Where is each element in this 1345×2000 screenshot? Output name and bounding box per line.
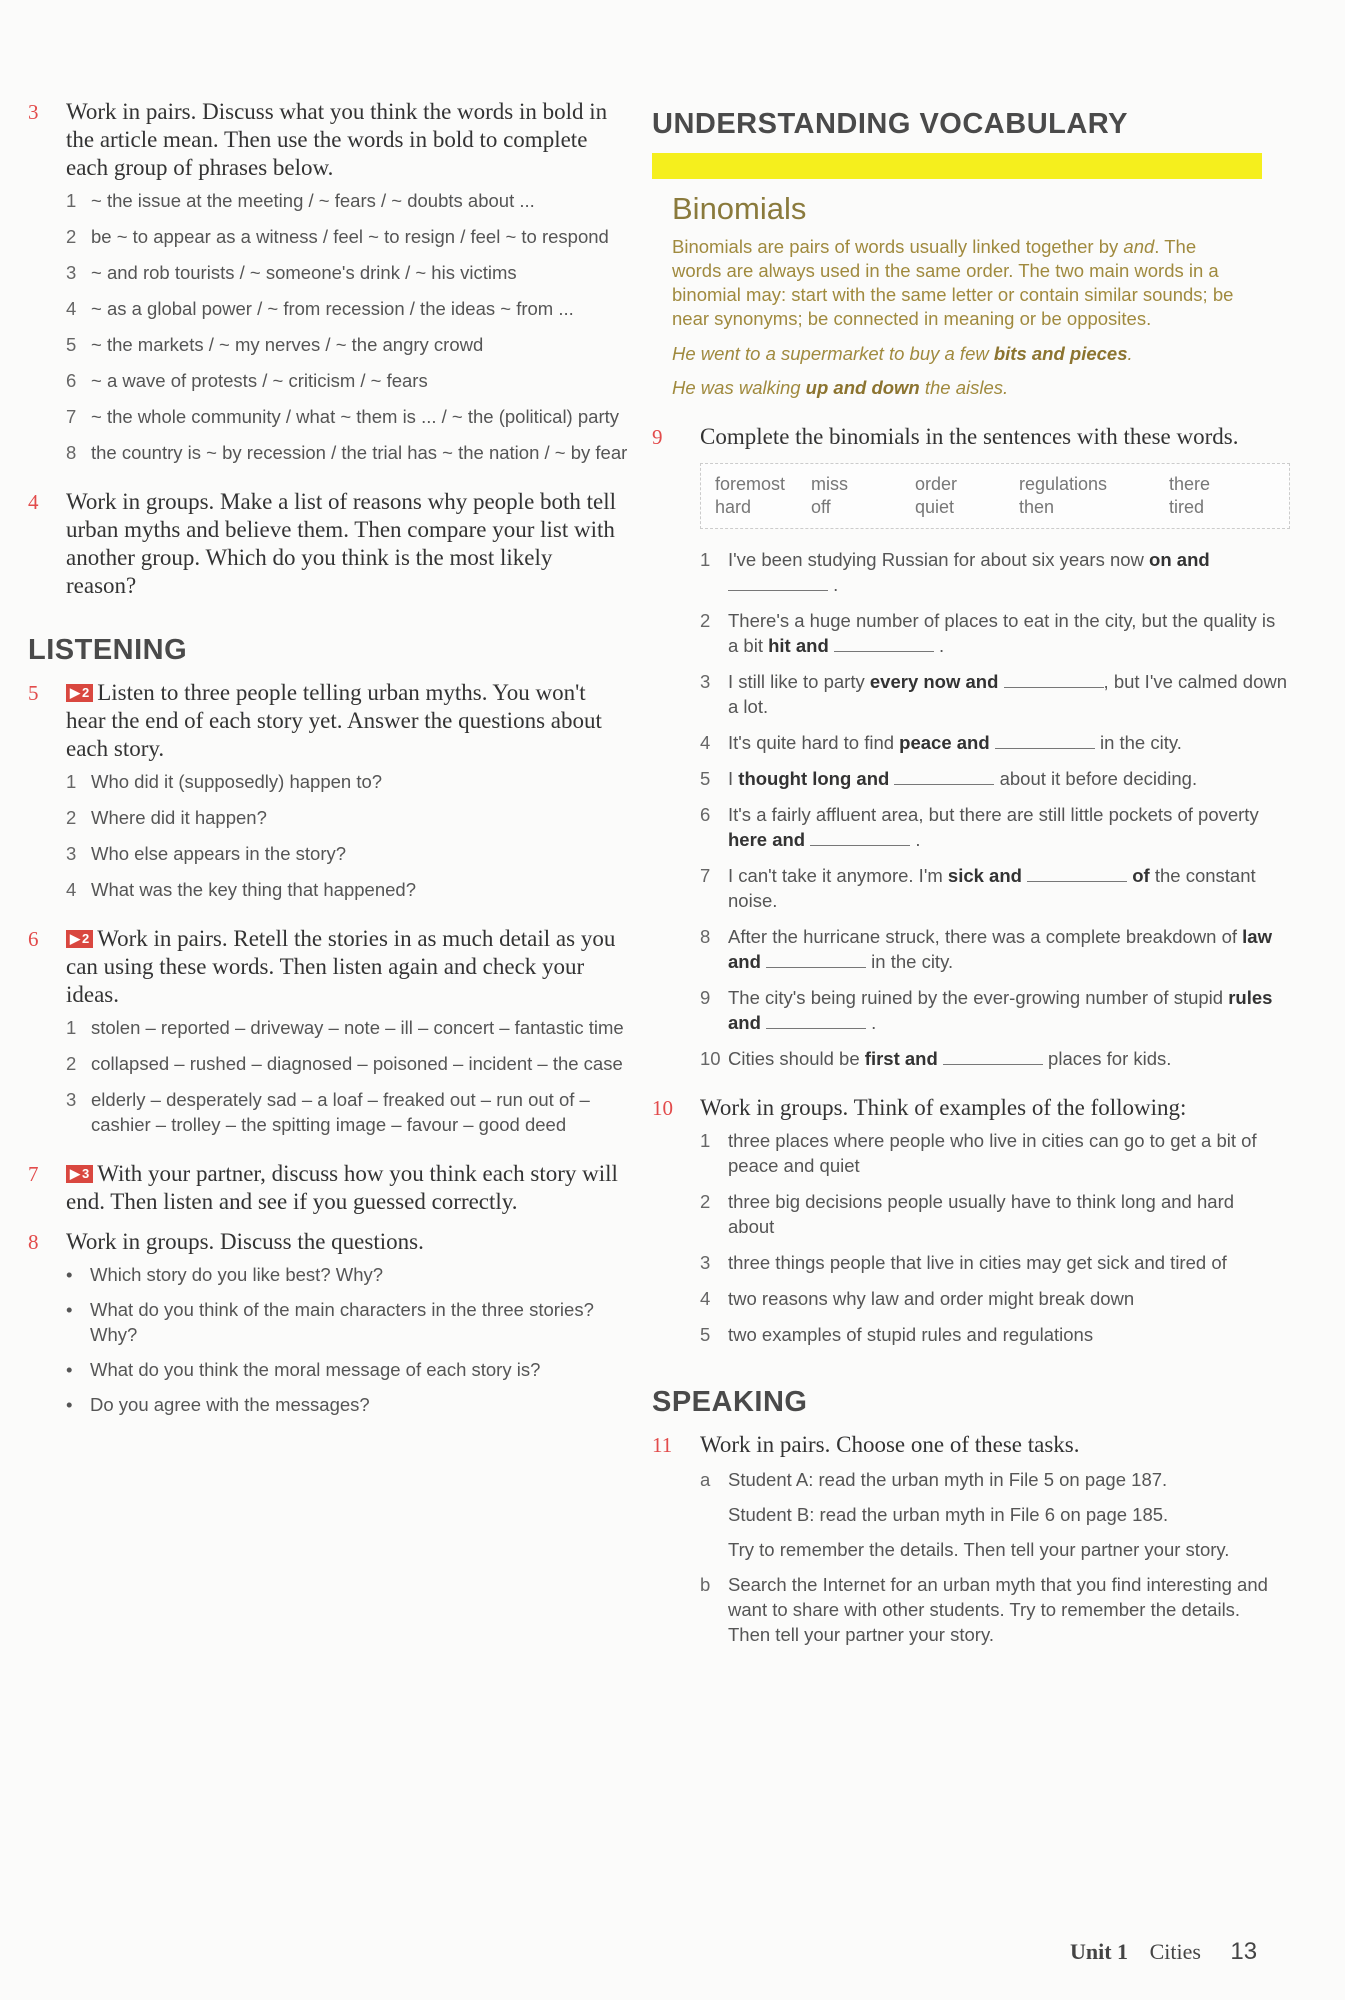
list-item: 5 two examples of stupid rules and regulations [700, 1324, 1094, 1345]
list-item: 8 the country is ~ by recession / the trial has ~ the nation / ~ by fear [66, 442, 628, 463]
phrase-list [66, 188, 628, 465]
list-item: 5 ~ the markets / ~ my nerves / ~ the angry crowd [66, 334, 484, 355]
answer-blank[interactable] [834, 633, 934, 652]
binomials-example: He was walking up and down the aisles. [672, 377, 1009, 398]
list-item: 3 I still like to party every now and , but I've calmed down a lot. [700, 671, 1288, 717]
list-item: 2 collapsed – rushed – diagnosed – poisoned – incident – the case [66, 1053, 623, 1074]
list-item: 4 What was the key thing that happened? [66, 879, 416, 900]
discussion-questions [66, 1262, 628, 1417]
list-item: 4 ~ as a global power / ~ from recession / the ideas ~ from ... [66, 298, 574, 319]
answer-blank[interactable] [894, 766, 994, 785]
exercise-number: 3 [28, 100, 39, 124]
exercise-number: 8 [28, 1230, 39, 1254]
exercise-number: 11 [652, 1433, 673, 1457]
exercise-5 [28, 679, 628, 913]
exercise-instruction: With your partner, discuss how you think each story will end. Then listen and see if you guessed correctly. [66, 1161, 618, 1214]
word: miss [811, 474, 848, 494]
list-item: 10 Cities should be first and places for kids. [700, 1048, 1172, 1069]
exercise-11 [652, 1431, 1282, 1657]
task-options [700, 1467, 1282, 1647]
word-box [700, 463, 1290, 529]
list-item: 1 three places where people who live in cities can go to get a bit of peace and quiet [700, 1130, 1257, 1176]
list-item: • What do you think the moral message of each story is? [66, 1359, 541, 1380]
exercise-4 [28, 488, 628, 600]
exercise-number: 4 [28, 490, 39, 514]
list-item: 5 I thought long and about it before deciding. [700, 768, 1198, 789]
exercise-instruction: Work in pairs. Discuss what you think the words in bold in the article mean. Then use the words in bold to complete each group of phrases below. [66, 99, 608, 180]
page-number: 13 [1230, 1938, 1258, 1965]
exercise-number: 10 [652, 1096, 673, 1120]
list-item: 2 three big decisions people usually have to think long and hard about [700, 1191, 1235, 1237]
list-item: • Which story do you like best? Why? [66, 1264, 384, 1285]
word-list [66, 1015, 628, 1137]
list-item: 1 I've been studying Russian for about six years now on and . [700, 549, 1210, 595]
binomials-box [652, 191, 1242, 399]
task-a-detail: Try to remember the details. Then tell your partner your story. [728, 1539, 1230, 1560]
understanding-vocabulary-heading: UNDERSTANDING VOCABULARY [652, 108, 1128, 140]
highlight-bar [652, 153, 1262, 179]
question-list [66, 769, 628, 902]
task-a-detail: Student B: read the urban myth in File 6 on page 185. [728, 1504, 1169, 1525]
exercise-instruction: Work in groups. Discuss the questions. [66, 1229, 424, 1254]
exercise-3 [28, 98, 628, 476]
speaking-heading: SPEAKING [652, 1386, 808, 1418]
exercise-instruction: Work in pairs. Retell the stories in as much detail as you can using these words. Then listen again and check your ideas. [66, 926, 616, 1007]
answer-blank[interactable] [1027, 863, 1127, 882]
list-item: 7 I can't take it anymore. I'm sick and of the constant noise. [700, 865, 1256, 911]
binomials-example: He went to a supermarket to buy a few bits and pieces. [672, 343, 1133, 364]
left-column [28, 98, 628, 1439]
list-item: 1 stolen – reported – driveway – note – ill – concert – fantastic time [66, 1017, 624, 1038]
answer-blank[interactable] [943, 1046, 1043, 1065]
answer-blank[interactable] [810, 827, 910, 846]
word: quiet [915, 497, 955, 517]
exercise-number: 9 [652, 425, 663, 449]
answer-blank[interactable] [766, 949, 866, 968]
list-item: 3 three things people that live in cities may get sick and tired of [700, 1252, 1227, 1273]
word: hard [715, 497, 752, 517]
page-footer [1070, 1938, 1257, 1966]
list-item: 6 It's a fairly affluent area, but there are still little pockets of poverty here and . [700, 804, 1259, 850]
answer-blank[interactable] [766, 1010, 866, 1029]
list-item: • Do you agree with the messages? [66, 1394, 370, 1415]
exercise-instruction: Listen to three people telling urban myths. You won't hear the end of each story yet. Answer the questions about each story. [66, 680, 602, 761]
list-item: 3 Who else appears in the story? [66, 843, 347, 864]
list-item: 8 After the hurricane struck, there was a complete breakdown of law and in the city. [700, 926, 1272, 972]
binomials-title: Binomials [672, 191, 807, 226]
exercise-8 [28, 1228, 628, 1427]
exercise-7 [28, 1160, 628, 1216]
word: tired [1169, 497, 1205, 517]
exercise-instruction: Complete the binomials in the sentences with these words. [700, 424, 1239, 449]
audio-track-icon[interactable]: ▶ 2 [66, 930, 93, 948]
list-item: 1 ~ the issue at the meeting / ~ fears / ~ doubts about ... [66, 190, 535, 211]
task-b: b Search the Internet for an urban myth that you find interesting and want to share with other students. Try to remember the details. Then tell your partner your story. [700, 1574, 1268, 1645]
sentence-list [700, 547, 1290, 1071]
answer-blank[interactable] [995, 730, 1095, 749]
list-item: 3 ~ and rob tourists / ~ someone's drink / ~ his victims [66, 262, 517, 283]
list-item: 4 two reasons why law and order might break down [700, 1288, 1135, 1309]
audio-track-icon[interactable]: ▶ 3 [66, 1165, 93, 1183]
exercise-number: 5 [28, 681, 39, 705]
list-item: 6 ~ a wave of protests / ~ criticism / ~ fears [66, 370, 428, 391]
list-item: 9 The city's being ruined by the ever-growing number of stupid rules and . [700, 987, 1273, 1033]
list-item: 7 ~ the whole community / what ~ them is ... / ~ the (political) party [66, 406, 619, 427]
word: there [1169, 474, 1211, 494]
exercise-number: 6 [28, 927, 39, 951]
list-item: • What do you think of the main characters in the three stories? Why? [66, 1299, 594, 1345]
exercise-9 [652, 423, 1288, 1082]
exercise-instruction: Work in groups. Think of examples of the following: [700, 1095, 1187, 1120]
word: then [1019, 497, 1055, 517]
task-a: a Student A: read the urban myth in File 5 on page 187. [700, 1469, 1168, 1490]
prompt-list [700, 1128, 1282, 1347]
binomials-explanation: Binomials are pairs of words usually linked together by and. The words are always used in the same order. The two main words in a binomial may: start with the same letter or contain similar sounds; be near synonyms; be connected in meaning or be opposites. [672, 236, 1234, 329]
right-column [652, 98, 1288, 1669]
list-item: 3 elderly – desperately sad – a loaf – freaked out – run out of – cashier – trolley – the spitting image – favour – good deed [66, 1089, 590, 1135]
word: foremost [715, 474, 786, 494]
exercise-number: 7 [28, 1162, 39, 1186]
unit-topic: Cities [1149, 1939, 1201, 1964]
word: off [811, 497, 831, 517]
listening-heading: LISTENING [28, 634, 188, 666]
unit-label: Unit 1 [1070, 1939, 1129, 1964]
list-item: 4 It's quite hard to find peace and in the city. [700, 732, 1182, 753]
exercise-instruction: Work in groups. Make a list of reasons why people both tell urban myths and believe them. Then compare your list with another group. Which do you think is the most likely reason? [66, 489, 617, 598]
word: order [915, 474, 958, 494]
word: regulations [1019, 474, 1108, 494]
exercise-10 [652, 1094, 1282, 1358]
list-item: 2 be ~ to appear as a witness / feel ~ to resign / feel ~ to respond [66, 226, 609, 247]
answer-blank[interactable] [1004, 669, 1104, 688]
exercise-6 [28, 925, 628, 1148]
list-item: 1 Who did it (supposedly) happen to? [66, 771, 383, 792]
audio-track-icon[interactable]: ▶ 2 [66, 684, 93, 702]
answer-blank[interactable] [728, 572, 828, 591]
list-item: 2 There's a huge number of places to eat in the city, but the quality is a bit hit and . [700, 610, 1276, 656]
exercise-instruction: Work in pairs. Choose one of these tasks. [700, 1432, 1080, 1457]
list-item: 2 Where did it happen? [66, 807, 267, 828]
